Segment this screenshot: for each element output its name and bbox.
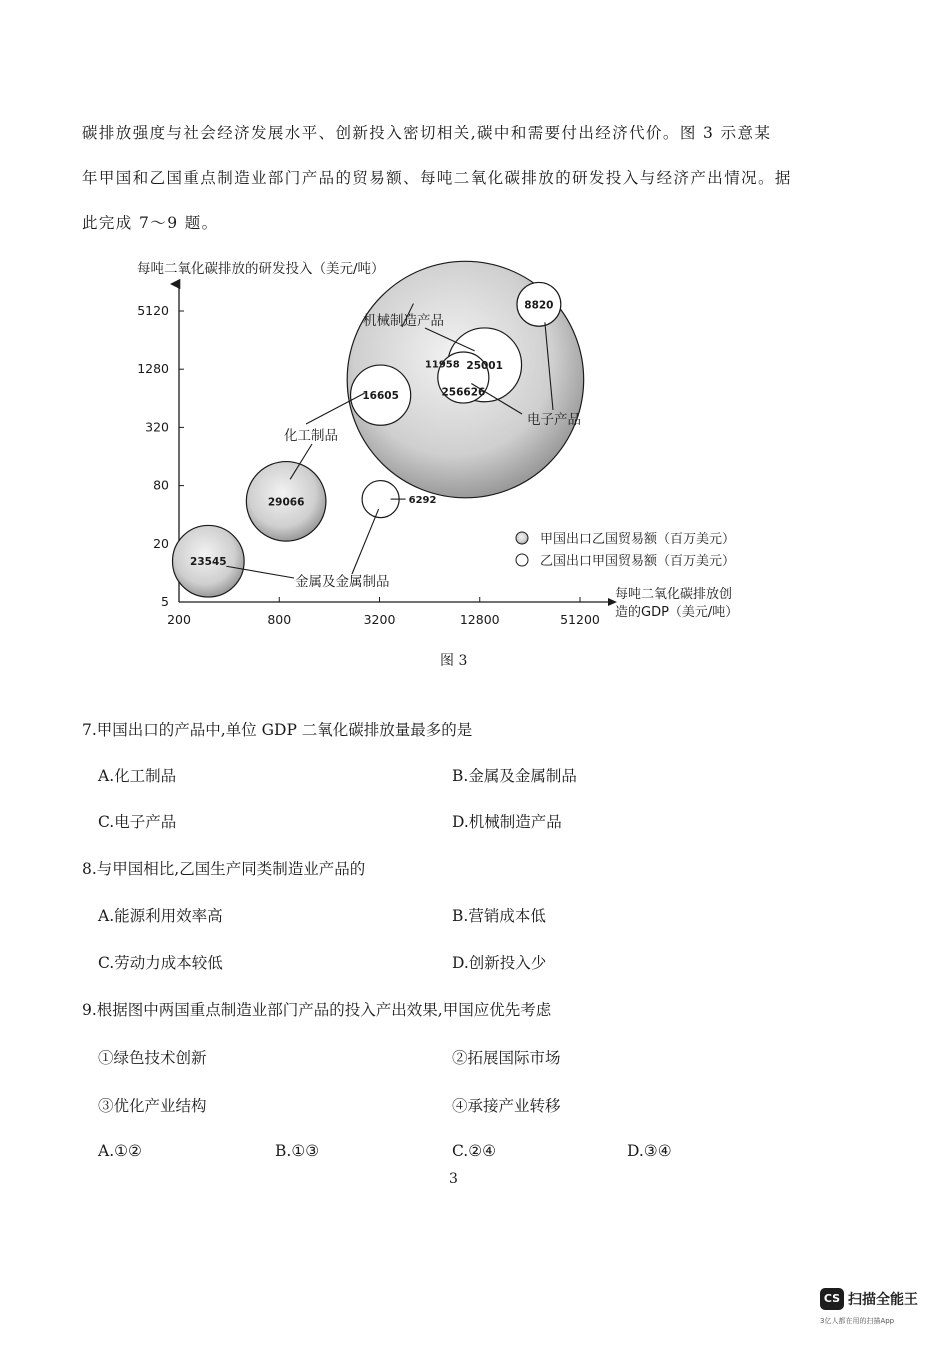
- question-8-stem: 8.与甲国相比,乙国生产同类制造业产品的: [82, 860, 366, 878]
- question-9-stem: 9.根据图中两国重点制造业部门产品的投入产出效果,甲国应优先考虑: [82, 1001, 552, 1019]
- annotation-dianzi: 电子产品: [527, 412, 581, 428]
- question-8-option-d: D.创新投入少: [452, 954, 547, 972]
- bubble-value-label: 29066: [267, 496, 305, 509]
- legend-entry-jia: 甲国出口乙国贸易额（百万美元）: [540, 532, 736, 547]
- question-9-item-4: ④承接产业转移: [452, 1097, 561, 1115]
- question-7-option-c: C.电子产品: [98, 813, 177, 831]
- question-9-option-d: D.③④: [627, 1142, 672, 1160]
- x-axis-label-line-2: 造的GDP（美元/吨）: [615, 605, 739, 620]
- figure-3-bubble-chart: [120, 252, 780, 637]
- watermark-subtitle: 3亿人都在用的扫描App: [820, 1317, 895, 1325]
- question-7-option-d: D.机械制造产品: [452, 813, 562, 831]
- x-tick-label: 200: [167, 612, 191, 627]
- x-tick-label: 3200: [363, 612, 396, 627]
- question-9-item-1: ①绿色技术创新: [98, 1049, 207, 1067]
- annotation-huagong: 化工制品: [284, 428, 338, 444]
- bubble-value-label: 6292: [408, 495, 437, 507]
- intro-line-3: 此完成 7～9 题。: [82, 214, 219, 232]
- page-number: 3: [449, 1171, 458, 1187]
- bubble-value-label: 23545: [190, 556, 227, 569]
- question-9-item-3: ③优化产业结构: [98, 1097, 207, 1115]
- question-9-option-a: A.①②: [98, 1142, 142, 1160]
- intro-line-2: 年甲国和乙国重点制造业部门产品的贸易额、每吨二氧化碳排放的研发投入与经济产出情况。据: [82, 169, 792, 187]
- legend-shaded-marker: [516, 532, 528, 544]
- leader-line: [352, 509, 379, 574]
- annotation-jinshu: 金属及金属制品: [295, 574, 390, 590]
- question-9-option-c: C.②④: [452, 1142, 497, 1160]
- x-tick-label: 51200: [560, 612, 600, 627]
- bubble-value-label: 11958: [424, 359, 460, 371]
- y-tick-label: 5120: [137, 303, 169, 318]
- bubble-value-label: 256626: [441, 386, 486, 399]
- question-8-option-b: B.营销成本低: [452, 907, 546, 925]
- y-axis-label: 每吨二氧化碳排放的研发投入（美元/吨）: [137, 261, 385, 277]
- intro-line-1: 碳排放强度与社会经济发展水平、创新投入密切相关,碳中和需要付出经济代价。图 3 示意某: [82, 124, 772, 142]
- question-8-option-a: A.能源利用效率高: [98, 907, 223, 925]
- y-tick-label: 80: [153, 477, 169, 493]
- bubble-value-label: 8820: [524, 299, 554, 312]
- y-tick-label: 5: [161, 594, 169, 609]
- figure-caption: 图 3: [440, 653, 468, 669]
- y-tick-label: 20: [153, 535, 169, 551]
- question-9-item-2: ②拓展国际市场: [452, 1049, 561, 1067]
- bubble-value-label: 16605: [362, 390, 399, 403]
- question-9-option-b: B.①③: [275, 1142, 320, 1160]
- scanner-watermark: [820, 1288, 918, 1325]
- x-tick-label: 12800: [459, 612, 500, 627]
- x-axis-label-line-1: 每吨二氧化碳排放创: [615, 587, 733, 602]
- watermark-name: 扫描全能王: [848, 1292, 918, 1308]
- y-tick-label: 1280: [137, 361, 169, 377]
- legend-open-marker: [516, 554, 528, 566]
- x-tick-label: 800: [267, 612, 292, 627]
- y-tick-label: 320: [145, 419, 169, 435]
- question-7-option-b: B.金属及金属制品: [452, 767, 577, 785]
- annotation-jixie: 机械制造产品: [363, 313, 444, 329]
- question-8-option-c: C.劳动力成本较低: [98, 954, 223, 972]
- bubble-value-label: 25001: [466, 359, 503, 372]
- question-7-stem: 7.甲国出口的产品中,单位 GDP 二氧化碳排放量最多的是: [82, 721, 473, 739]
- legend-entry-yi: 乙国出口甲国贸易额（百万美元）: [540, 554, 736, 569]
- camscanner-logo-icon: CS: [820, 1288, 844, 1310]
- question-7-option-a: A.化工制品: [98, 767, 177, 785]
